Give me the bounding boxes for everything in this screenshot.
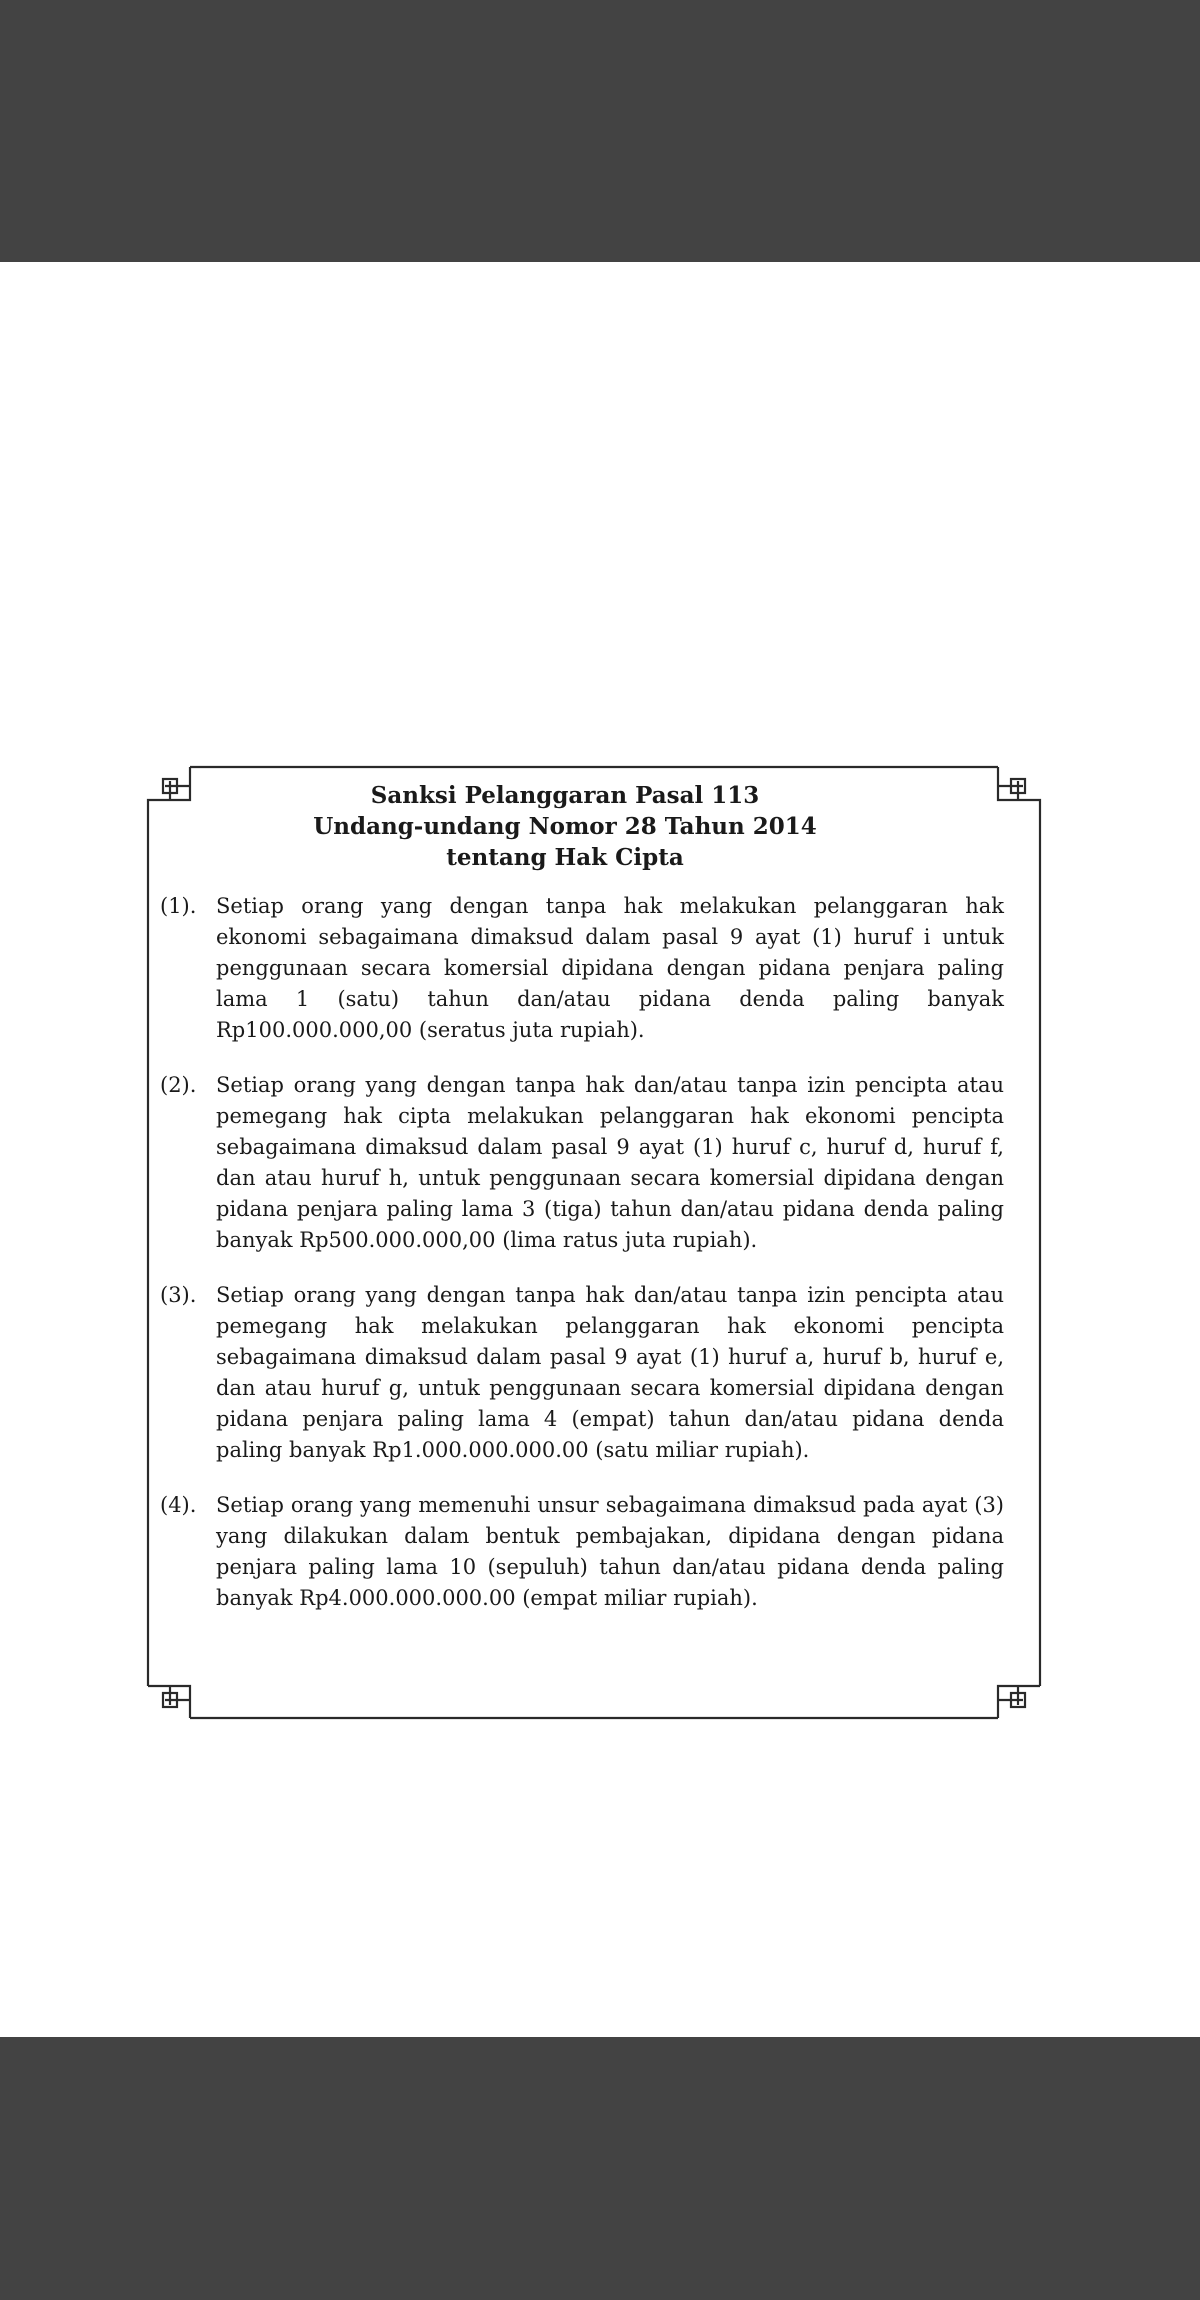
bottom-dark-bar [0,2037,1200,2300]
notice-heading [160,780,1010,873]
item-number: (4). [160,1493,197,1517]
sanction-item-4 [160,1490,1010,1614]
item-number: (1). [160,894,197,918]
heading-line-1: Sanksi Pelanggaran Pasal 113 [370,782,760,809]
heading-line-3: tentang Hak Cipta [446,844,684,871]
item-text: Setiap orang yang dengan tanpa hak dan/atau tanpa izin pencipta atau pemegang hak melakukan pelanggaran hak ekonomi pencipta sebagaimana dimaksud dalam pasal 9 ayat (1) huruf a, huruf b, huruf e, dan atau huruf g, untuk penggunaan secara komersial dipidana dengan pidana penjara paling lama 4 (empat) tahun dan/atau pidana denda paling banyak Rp1.000.000.000.00 (satu miliar rupiah). [216,1283,1004,1462]
copyright-sanction-notice [160,780,1010,1638]
top-dark-bar [0,0,1200,262]
sanction-list [160,891,1010,1614]
item-number: (3). [160,1283,197,1307]
item-text: Setiap orang yang dengan tanpa hak dan/atau tanpa izin pencipta atau pemegang hak cipta melakukan pelanggaran hak ekonomi pencipta sebagaimana dimaksud dalam pasal 9 ayat (1) huruf c, huruf d, huruf f, dan atau huruf h, untuk penggunaan secara komersial dipidana dengan pidana penjara paling lama 3 (tiga) tahun dan/atau pidana denda paling banyak Rp500.000.000,00 (lima ratus juta rupiah). [216,1073,1004,1252]
item-number: (2). [160,1073,197,1097]
item-text: Setiap orang yang dengan tanpa hak melakukan pelanggaran hak ekonomi sebagaimana dimaksud dalam pasal 9 ayat (1) huruf i untuk penggunaan secara komersial dipidana dengan pidana penjara paling lama 1 (satu) tahun dan/atau pidana denda paling banyak Rp100.000.000,00 (seratus juta rupiah). [216,894,1004,1042]
sanction-item-3 [160,1280,1010,1466]
sanction-item-1 [160,891,1010,1046]
sanction-item-2 [160,1070,1010,1256]
item-text: Setiap orang yang memenuhi unsur sebagaimana dimaksud pada ayat (3) yang dilakukan dalam bentuk pembajakan, dipidana dengan pidana penjara paling lama 10 (sepuluh) tahun dan/atau pidana denda paling banyak Rp4.000.000.000.00 (empat miliar rupiah). [216,1493,1004,1610]
heading-line-2: Undang-undang Nomor 28 Tahun 2014 [313,813,817,840]
